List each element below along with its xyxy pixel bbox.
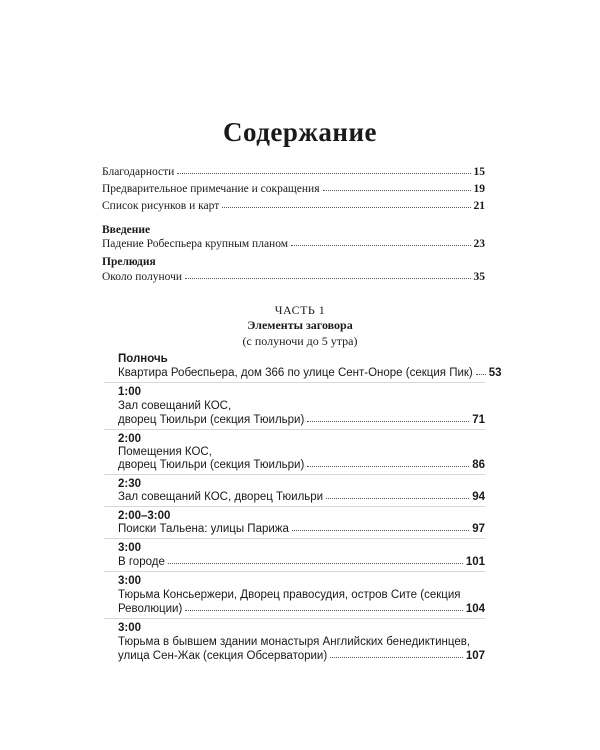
dot-leader [292, 529, 469, 531]
chapter-page: 86 [472, 459, 485, 471]
divider [104, 429, 485, 430]
toc-entry-text: Падение Робеспьера крупным планом [102, 238, 289, 250]
chapter-time: 2:30 [118, 478, 142, 490]
chapter-page: 104 [465, 603, 485, 615]
chapter-time: 3:00 [118, 575, 142, 587]
chapter-time: Полночь [118, 353, 168, 365]
chapter-time: 2:00 [118, 433, 142, 445]
dot-leader [168, 562, 463, 564]
divider [104, 618, 485, 619]
chapter-title: Зал совещаний КОС, дворец Тюильри [118, 491, 324, 503]
chapter-entry[interactable] [118, 556, 485, 568]
part-label: ЧАСТЬ 1 [274, 303, 326, 317]
chapter-title: Квартира Робеспьера, дом 366 по улице Сент-Оноре (секция Пик) [118, 367, 473, 379]
toc-entry-page: 23 [473, 238, 485, 250]
chapter-entry[interactable] [118, 414, 485, 426]
chapter-title: улица Сен-Жак (секция Обсерватории) [118, 650, 328, 662]
chapter-entry[interactable] [118, 459, 485, 471]
chapter-title: дворец Тюильри (секция Тюильри) [118, 414, 305, 426]
divider [104, 474, 485, 475]
chapter-page: 101 [465, 556, 485, 568]
chapter-entry[interactable] [118, 491, 485, 503]
dot-leader [323, 189, 471, 191]
chapter-title-line: Помещения КОС, [118, 446, 212, 458]
chapter-page: 53 [488, 367, 502, 379]
chapter-page: 97 [472, 523, 485, 535]
chapter-title: В городе [118, 556, 165, 568]
introduction-heading: Введение [102, 224, 151, 236]
toc-entry[interactable] [102, 183, 485, 195]
dot-leader [476, 373, 486, 375]
page-title: Содержание [222, 117, 378, 147]
dot-leader [307, 465, 469, 467]
chapter-time: 3:00 [118, 622, 142, 634]
chapter-time: 3:00 [118, 542, 142, 554]
divider [104, 506, 485, 507]
toc-entry-text: Предварительное примечание и сокращения [102, 183, 320, 195]
chapter-entry[interactable] [118, 650, 485, 662]
divider [104, 571, 485, 572]
toc-entry[interactable] [102, 271, 485, 283]
chapter-page: 94 [472, 491, 485, 503]
dot-leader [185, 609, 463, 611]
chapter-title: дворец Тюильри (секция Тюильри) [118, 459, 305, 471]
chapter-title: Революции) [118, 603, 183, 615]
chapter-title-line: Тюрьма Консьержери, Дворец правосудия, остров Сите (секция [118, 589, 461, 601]
toc-entry[interactable] [102, 200, 485, 212]
divider [104, 382, 485, 383]
dot-leader [222, 206, 470, 208]
dot-leader [291, 244, 470, 246]
dot-leader [326, 497, 469, 499]
part-subtitle: (с полуночи до 5 утра) [242, 334, 358, 348]
chapter-title-line: Зал совещаний КОС, [118, 400, 232, 412]
chapter-title-line: Тюрьма в бывшем здании монастыря Английских бенедиктинцев, [118, 636, 471, 648]
dot-leader [307, 420, 469, 422]
chapter-time: 1:00 [118, 386, 142, 398]
toc-entry-page: 35 [473, 271, 485, 283]
toc-entry[interactable] [102, 166, 485, 178]
chapter-page: 71 [472, 414, 485, 426]
toc-entry-page: 15 [473, 166, 485, 178]
toc-entry-page: 19 [473, 183, 485, 195]
chapter-entry[interactable] [118, 523, 485, 535]
chapter-entry[interactable] [118, 603, 485, 615]
toc-entry-page: 21 [473, 200, 485, 212]
chapter-entry[interactable] [118, 367, 502, 379]
toc-entry[interactable] [102, 238, 485, 250]
dot-leader [330, 656, 463, 658]
dot-leader [185, 277, 470, 279]
toc-entry-text: Благодарности [102, 166, 175, 178]
prelude-heading: Прелюдия [102, 256, 156, 268]
chapter-page: 107 [465, 650, 485, 662]
toc-entry-text: Около полуночи [102, 271, 183, 283]
part-title: Элементы заговора [247, 318, 353, 332]
divider [104, 538, 485, 539]
dot-leader [177, 172, 470, 174]
chapter-title: Поиски Тальена: улицы Парижа [118, 523, 289, 535]
chapter-time: 2:00–3:00 [118, 510, 171, 522]
toc-entry-text: Список рисунков и карт [102, 200, 220, 212]
